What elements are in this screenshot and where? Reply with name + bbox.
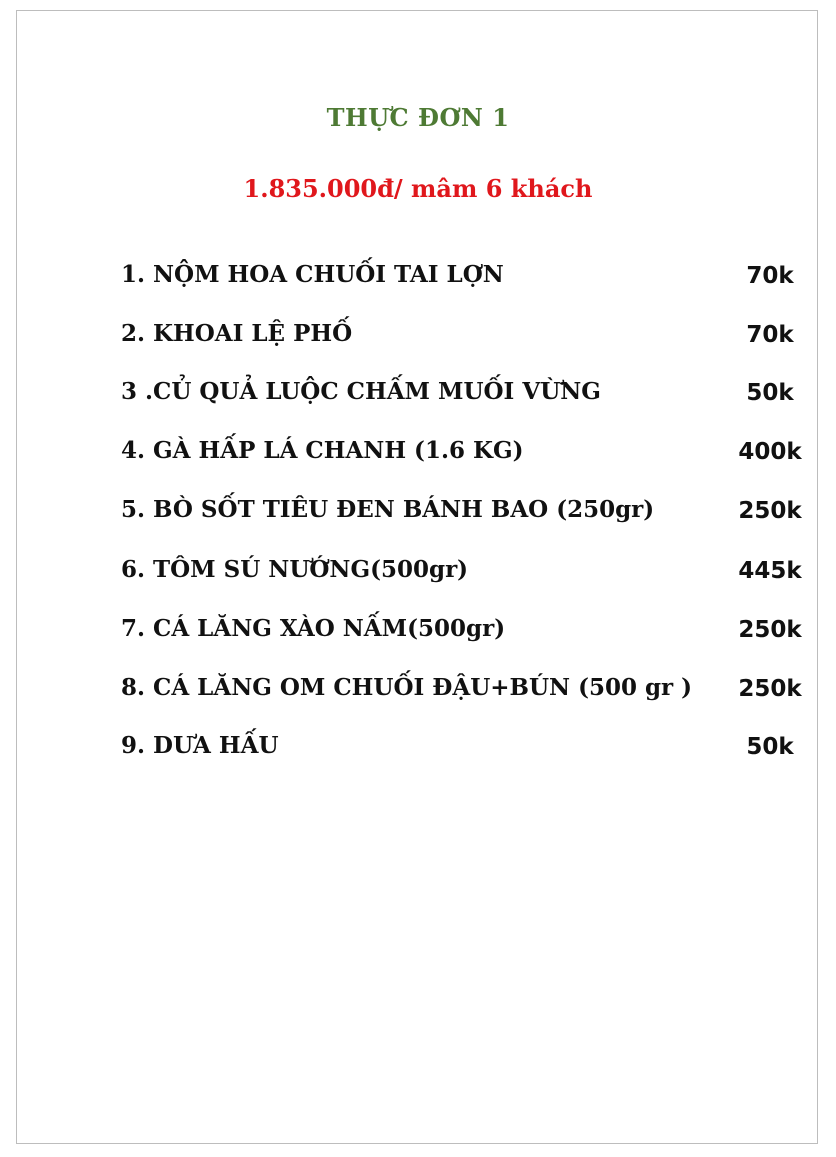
menu-item-price: 400k <box>738 439 802 465</box>
menu-item-name: 9. DƯA HẤU <box>121 732 279 759</box>
menu-item-price: 250k <box>738 676 802 702</box>
menu-item-name: 3 .CỦ QUẢ LUỘC CHẤM MUỐI VỪNG <box>121 378 601 405</box>
menu-item-name: 5. BÒ SỐT TIÊU ĐEN BÁNH BAO (250gr) <box>121 496 655 523</box>
menu-item-name: 1. NỘM HOA CHUỐI TAI LỢN <box>121 261 504 288</box>
menu-item <box>121 674 811 710</box>
menu-item-price: 70k <box>746 322 794 348</box>
menu-item <box>121 615 811 651</box>
menu-price-line: 1.835.000đ/ mâm 6 khách <box>243 174 593 203</box>
menu-item <box>121 556 811 592</box>
menu-item <box>121 320 811 356</box>
menu-item <box>121 496 811 532</box>
menu-item <box>121 732 811 768</box>
menu-item-name: 2. KHOAI LỆ PHỐ <box>121 320 353 347</box>
menu-item <box>121 437 811 473</box>
menu-item <box>121 378 811 414</box>
menu-page <box>16 10 818 1144</box>
menu-item-name: 7. CÁ LĂNG XÀO NẤM(500gr) <box>121 615 506 642</box>
menu-item-name: 4. GÀ HẤP LÁ CHANH (1.6 KG) <box>121 437 524 464</box>
menu-item-price: 50k <box>746 380 794 406</box>
menu-item-price: 445k <box>738 558 802 584</box>
menu-list <box>17 11 819 1143</box>
menu-item-name: 6. TÔM SÚ NƯỚNG(500gr) <box>121 556 469 583</box>
menu-item-name: 8. CÁ LĂNG OM CHUỐI ĐẬU+BÚN (500 gr ) <box>121 674 693 701</box>
menu-item-price: 250k <box>738 498 802 524</box>
menu-item <box>121 261 811 297</box>
menu-item-price: 50k <box>746 734 794 760</box>
menu-item-price: 250k <box>738 617 802 643</box>
menu-title: THỰC ĐƠN 1 <box>326 103 510 132</box>
menu-item-price: 70k <box>746 263 794 289</box>
